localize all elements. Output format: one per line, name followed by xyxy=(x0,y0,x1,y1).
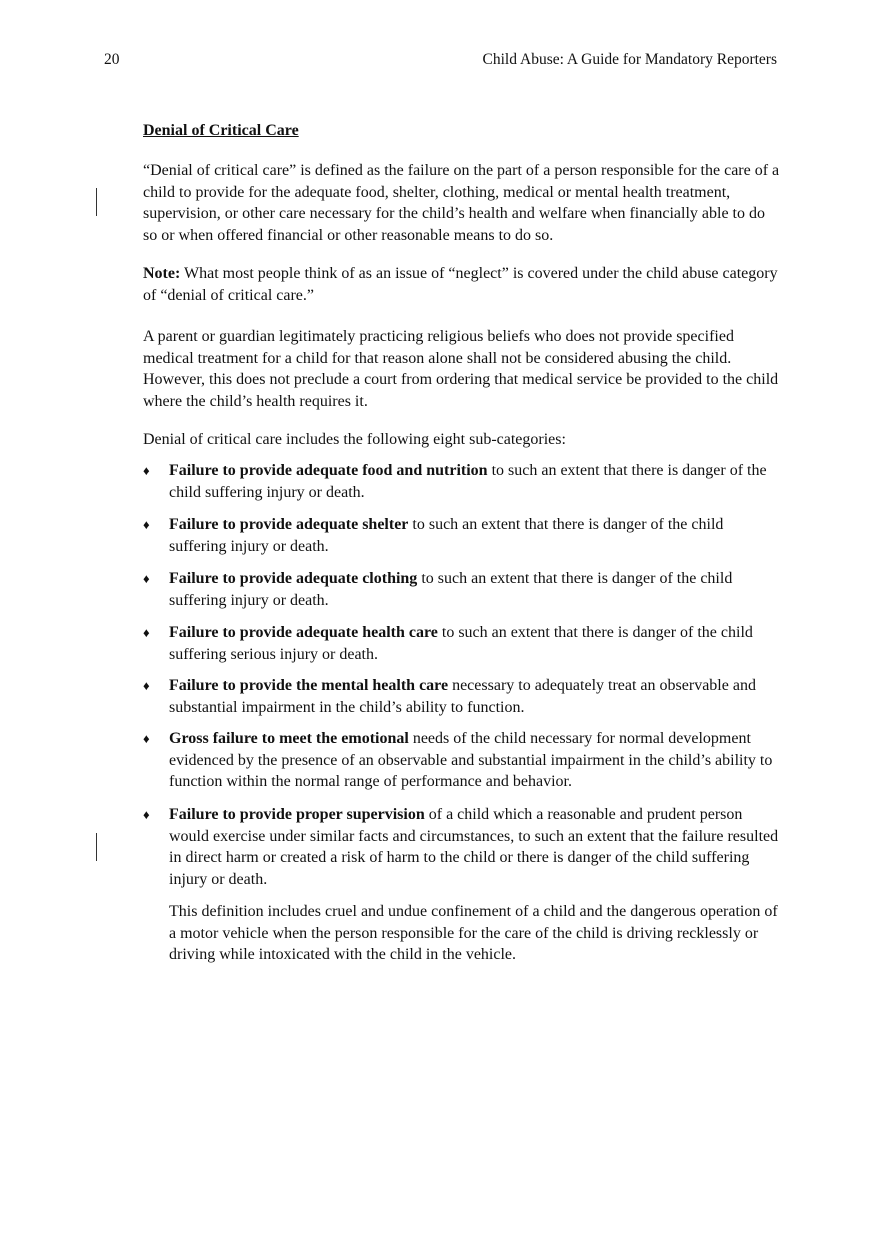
bullet-rest: of a child which a reasonable and prudent person would exercise under similar facts and circumstances, to such an extent that the failure resulted in direct harm or created a risk of harm to the child or there is danger of the child suffering injury or death. xyxy=(169,806,779,888)
bullet-text xyxy=(169,514,783,557)
bullet-text xyxy=(169,460,783,503)
diamond-bullet-icon: ♦ xyxy=(143,517,150,532)
bullet-bold: Failure to provide adequate food and nutrition xyxy=(169,462,488,479)
bullet-rest: to such an extent that there is danger of the child suffering injury or death. xyxy=(169,516,724,555)
bullet-bold: Failure to provide adequate clothing xyxy=(169,570,418,587)
diamond-bullet-icon: ♦ xyxy=(143,625,150,640)
bullet-bold: Failure to provide proper supervision xyxy=(169,806,425,823)
closing-paragraph: This definition includes cruel and undue confinement of a child and the dangerous operation of a motor vehicle when the person responsible for the care of the child is driving recklessly or driving while intoxicated with the child in the vehicle. xyxy=(169,903,778,964)
bullet-item xyxy=(143,622,783,665)
note-label: Note: xyxy=(143,265,181,282)
definition-paragraph: “Denial of critical care” is defined as the failure on the part of a person responsible for the care of a child to provide for the adequate food, shelter, clothing, medical or mental health treatment, supervision, or other care necessary for the child’s health and welfare when financially able to do so or when offered financial or other reasonable means to do so. xyxy=(143,162,780,244)
bullet-text xyxy=(169,728,783,793)
diamond-bullet-icon: ♦ xyxy=(143,731,150,746)
running-title: Child Abuse: A Guide for Mandatory Reporters xyxy=(482,51,777,68)
diamond-bullet-icon: ♦ xyxy=(143,571,150,586)
bullet-item xyxy=(143,568,783,611)
note-text: What most people think of as an issue of “neglect” is covered under the child abuse category of “denial of critical care.” xyxy=(143,265,778,304)
section-heading: Denial of Critical Care xyxy=(143,122,299,139)
religious-paragraph: A parent or guardian legitimately practicing religious beliefs who does not provide specified medical treatment for a child for that reason alone shall not be considered abusing the child. However, this does not preclude a court from ordering that medical service be provided to the child where the child’s health requires it. xyxy=(143,328,779,410)
bullet-bold: Failure to provide adequate shelter xyxy=(169,516,409,533)
bullet-rest: necessary to adequately treat an observable and substantial impairment in the child’s ability to function. xyxy=(169,677,756,716)
bullet-rest: to such an extent that there is danger of the child suffering injury or death. xyxy=(169,462,767,501)
bullet-rest: needs of the child necessary for normal development evidenced by the presence of an observable and substantial impairment in the child’s ability to function within the normal range of performance and behavior. xyxy=(169,730,773,791)
change-bar xyxy=(96,188,97,216)
bullet-text xyxy=(169,622,783,665)
bullet-item xyxy=(143,728,783,793)
note-paragraph xyxy=(143,263,783,306)
bullet-text xyxy=(169,675,783,718)
bullet-item xyxy=(143,460,783,503)
bullet-item xyxy=(143,514,783,557)
intro-paragraph: Denial of critical care includes the following eight sub-categories: xyxy=(143,431,566,448)
diamond-bullet-icon: ♦ xyxy=(143,463,150,478)
bullet-text xyxy=(169,804,783,890)
bullet-item xyxy=(143,675,783,718)
bullet-item xyxy=(143,804,783,890)
change-bar xyxy=(96,833,97,861)
diamond-bullet-icon: ♦ xyxy=(143,678,150,693)
bullet-bold: Failure to provide adequate health care xyxy=(169,624,438,641)
diamond-bullet-icon: ♦ xyxy=(143,807,150,822)
page-number: 20 xyxy=(104,51,120,68)
bullet-bold: Gross failure to meet the emotional xyxy=(169,730,409,747)
bullet-rest: to such an extent that there is danger of the child suffering serious injury or death. xyxy=(169,624,753,663)
bullet-bold: Failure to provide the mental health care xyxy=(169,677,449,694)
bullet-text xyxy=(169,568,783,611)
bullet-rest: to such an extent that there is danger of the child suffering injury or death. xyxy=(169,570,733,609)
